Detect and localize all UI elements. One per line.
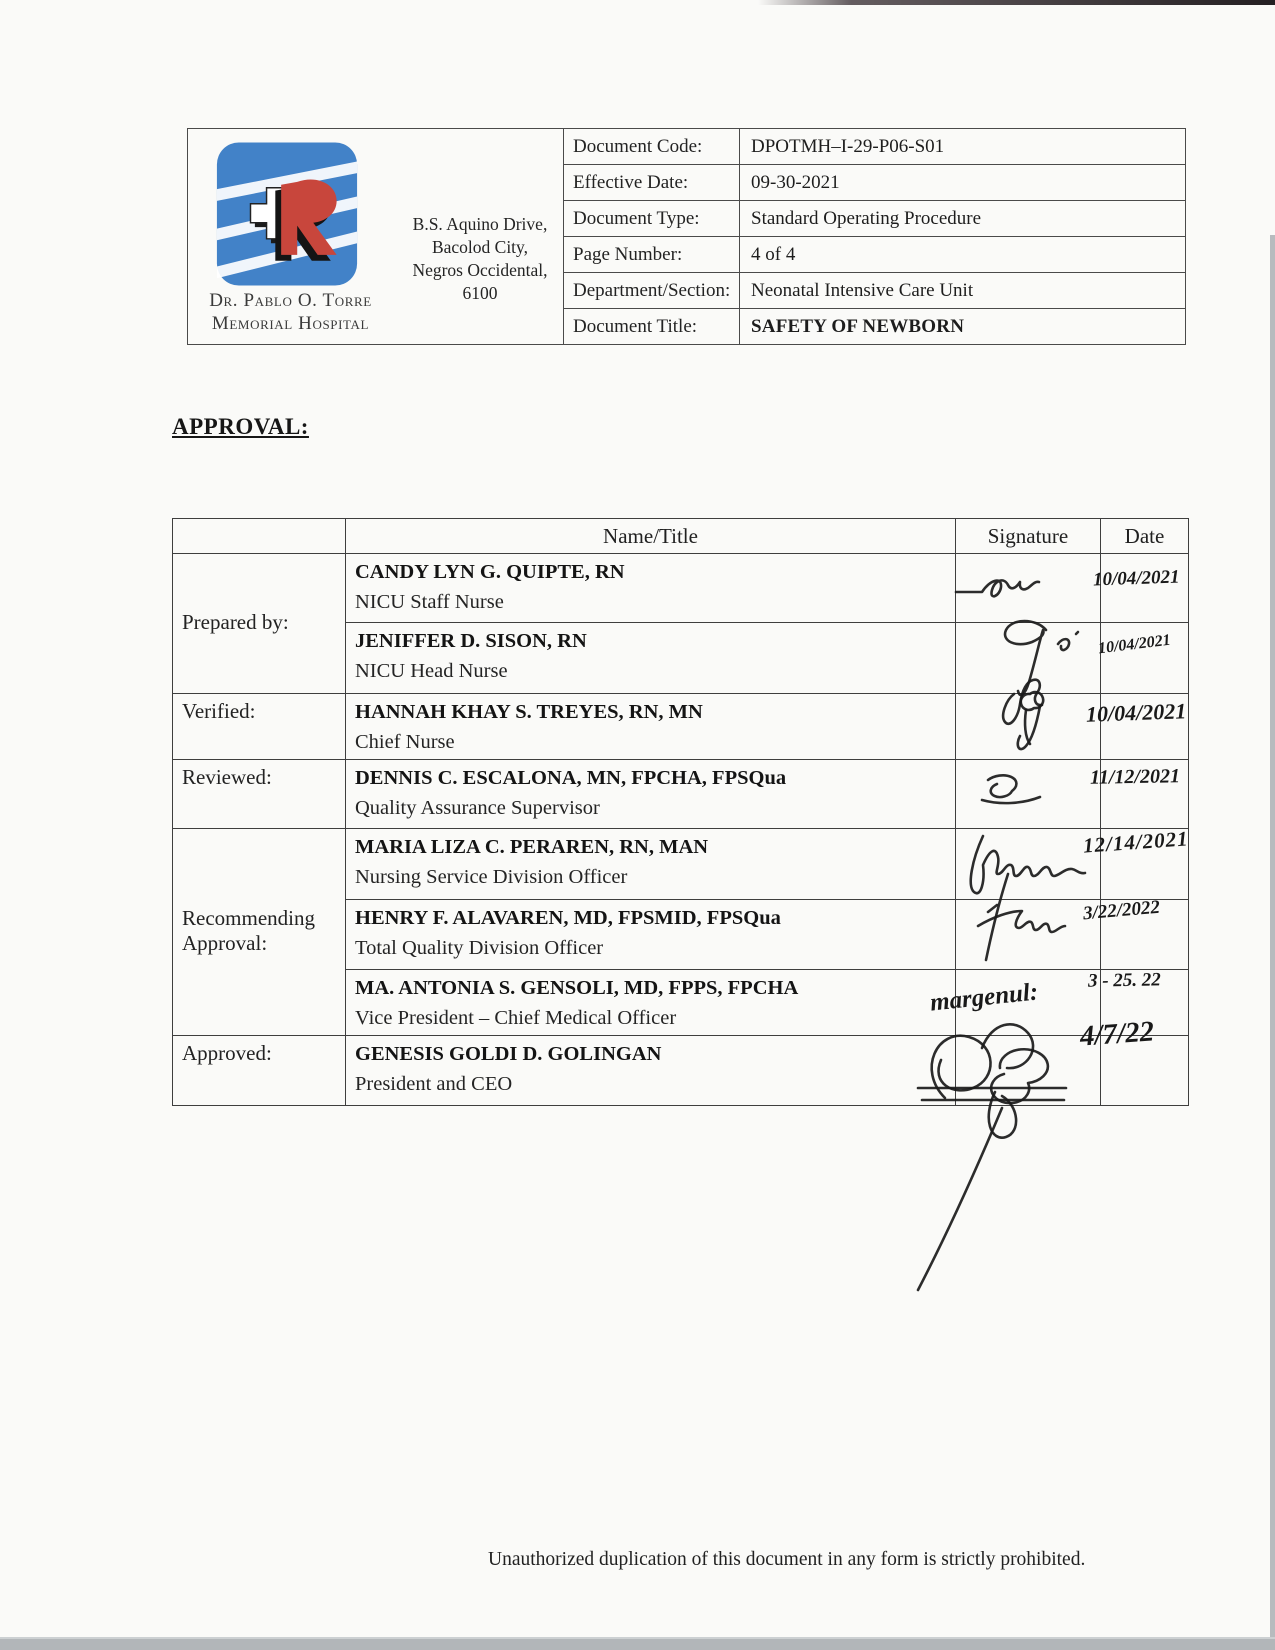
column-header-signature: Signature [956,519,1101,554]
approval-name-cell [346,900,956,970]
scan-edge-bottom-strip [0,1637,1275,1650]
approver-name: JENIFFER D. SISON, RN [355,630,587,652]
doc-field-value-title: SAFETY OF NEWBORN [740,309,1186,345]
column-header-name-title: Name/Title [346,519,956,554]
date-peraren: 12/14/2021 [1082,826,1190,858]
hospital-name-line1: Dr. Pablo O. Torre [209,290,372,311]
signature-cell [956,760,1101,829]
signature-cell [956,1036,1101,1106]
approver-name: HANNAH KHAY S. TREYES, RN, MN [355,701,703,723]
approver-title: Quality Assurance Supervisor [355,797,600,819]
hospital-logo [214,140,360,288]
doc-field-value-page-number: 4 of 4 [740,237,1186,273]
approval-name-cell [346,623,956,694]
approval-role-approved: Approved: [173,1036,346,1106]
signature-gensoli-note: margenul: [928,978,1040,1017]
date-escalona: 11/12/2021 [1089,765,1181,789]
doc-field-value-department: Neonatal Intensive Care Unit [740,273,1186,309]
approver-title: President and CEO [355,1073,513,1095]
date-alavaren: 3/22/2022 [1082,896,1161,925]
address-line: 6100 [462,283,498,303]
approval-role-reviewed: Reviewed: [173,760,346,829]
approver-name: MARIA LIZA C. PERAREN, RN, MAN [355,836,709,858]
approval-name-cell [346,829,956,900]
date-sison: 10/04/2021 [1097,631,1172,658]
hospital-name-line2: Memorial Hospital [211,313,370,334]
signature-cell [956,829,1101,900]
doc-field-label-code: Document Code: [564,129,740,165]
approver-name: DENNIS C. ESCALONA, MN, FPCHA, FPSQua [355,767,787,789]
approver-title: NICU Staff Nurse [355,591,504,613]
approval-corner-cell [173,519,346,554]
approver-name: GENESIS GOLDI D. GOLINGAN [355,1043,662,1065]
approval-name-cell [346,970,956,1036]
hospital-name [188,289,393,335]
signature-cell [956,694,1101,760]
approval-role-recommending-approval: Recommending Approval: [173,829,346,1036]
approval-role-prepared-by: Prepared by: [173,554,346,694]
date-golingan: 4/7/22 [1078,1015,1156,1053]
signature-cell [956,623,1101,694]
date-cell [1101,623,1189,694]
approval-name-cell [346,1036,956,1106]
approval-name-cell [346,694,956,760]
document-info-table [187,128,1186,345]
approver-name: HENRY F. ALAVAREN, MD, FPSMID, FPSQua [355,907,781,929]
approver-title: Total Quality Division Officer [355,937,604,959]
date-treyes: 10/04/2021 [1085,698,1187,727]
scan-edge-right-line [1270,235,1275,1650]
date-quipte: 10/04/2021 [1092,566,1180,591]
approval-name-cell [346,554,956,623]
approver-title: NICU Head Nurse [355,660,508,682]
hospital-address [396,213,564,305]
approval-table [172,518,1189,1106]
column-header-date: Date [1101,519,1189,554]
approver-name: MA. ANTONIA S. GENSOLI, MD, FPPS, FPCHA [355,977,799,999]
doc-field-label-effective-date: Effective Date: [564,165,740,201]
doc-field-value-type: Standard Operating Procedure [740,201,1186,237]
approver-name: CANDY LYN G. QUIPTE, RN [355,561,625,583]
address-line: Bacolod City, [431,237,529,257]
address-line: B.S. Aquino Drive, [412,214,548,234]
approval-heading: APPROVAL: [172,414,309,439]
signature-cell [956,900,1101,970]
doc-field-label-department: Department/Section: [564,273,740,309]
approver-title: Vice President – Chief Medical Officer [355,1007,677,1029]
scan-edge-top-line [758,0,1275,5]
address-line: Negros Occidental, [412,260,548,280]
signature-cell [956,554,1101,623]
date-gensoli: 3 - 25. 22 [1087,969,1161,992]
doc-field-label-title: Document Title: [564,309,740,345]
doc-field-label-page-number: Page Number: [564,237,740,273]
approver-title: Chief Nurse [355,731,455,753]
approval-role-verified: Verified: [173,694,346,760]
hospital-identity-cell [188,129,564,345]
approver-title: Nursing Service Division Officer [355,866,628,888]
doc-field-value-effective-date: 09-30-2021 [740,165,1186,201]
doc-field-value-code: DPOTMH–I-29-P06-S01 [740,129,1186,165]
footer-note: Unauthorized duplication of this document in any form is strictly prohibited. [488,1549,1086,1570]
approval-name-cell [346,760,956,829]
hospital-logo-icon [214,140,360,288]
doc-field-label-type: Document Type: [564,201,740,237]
